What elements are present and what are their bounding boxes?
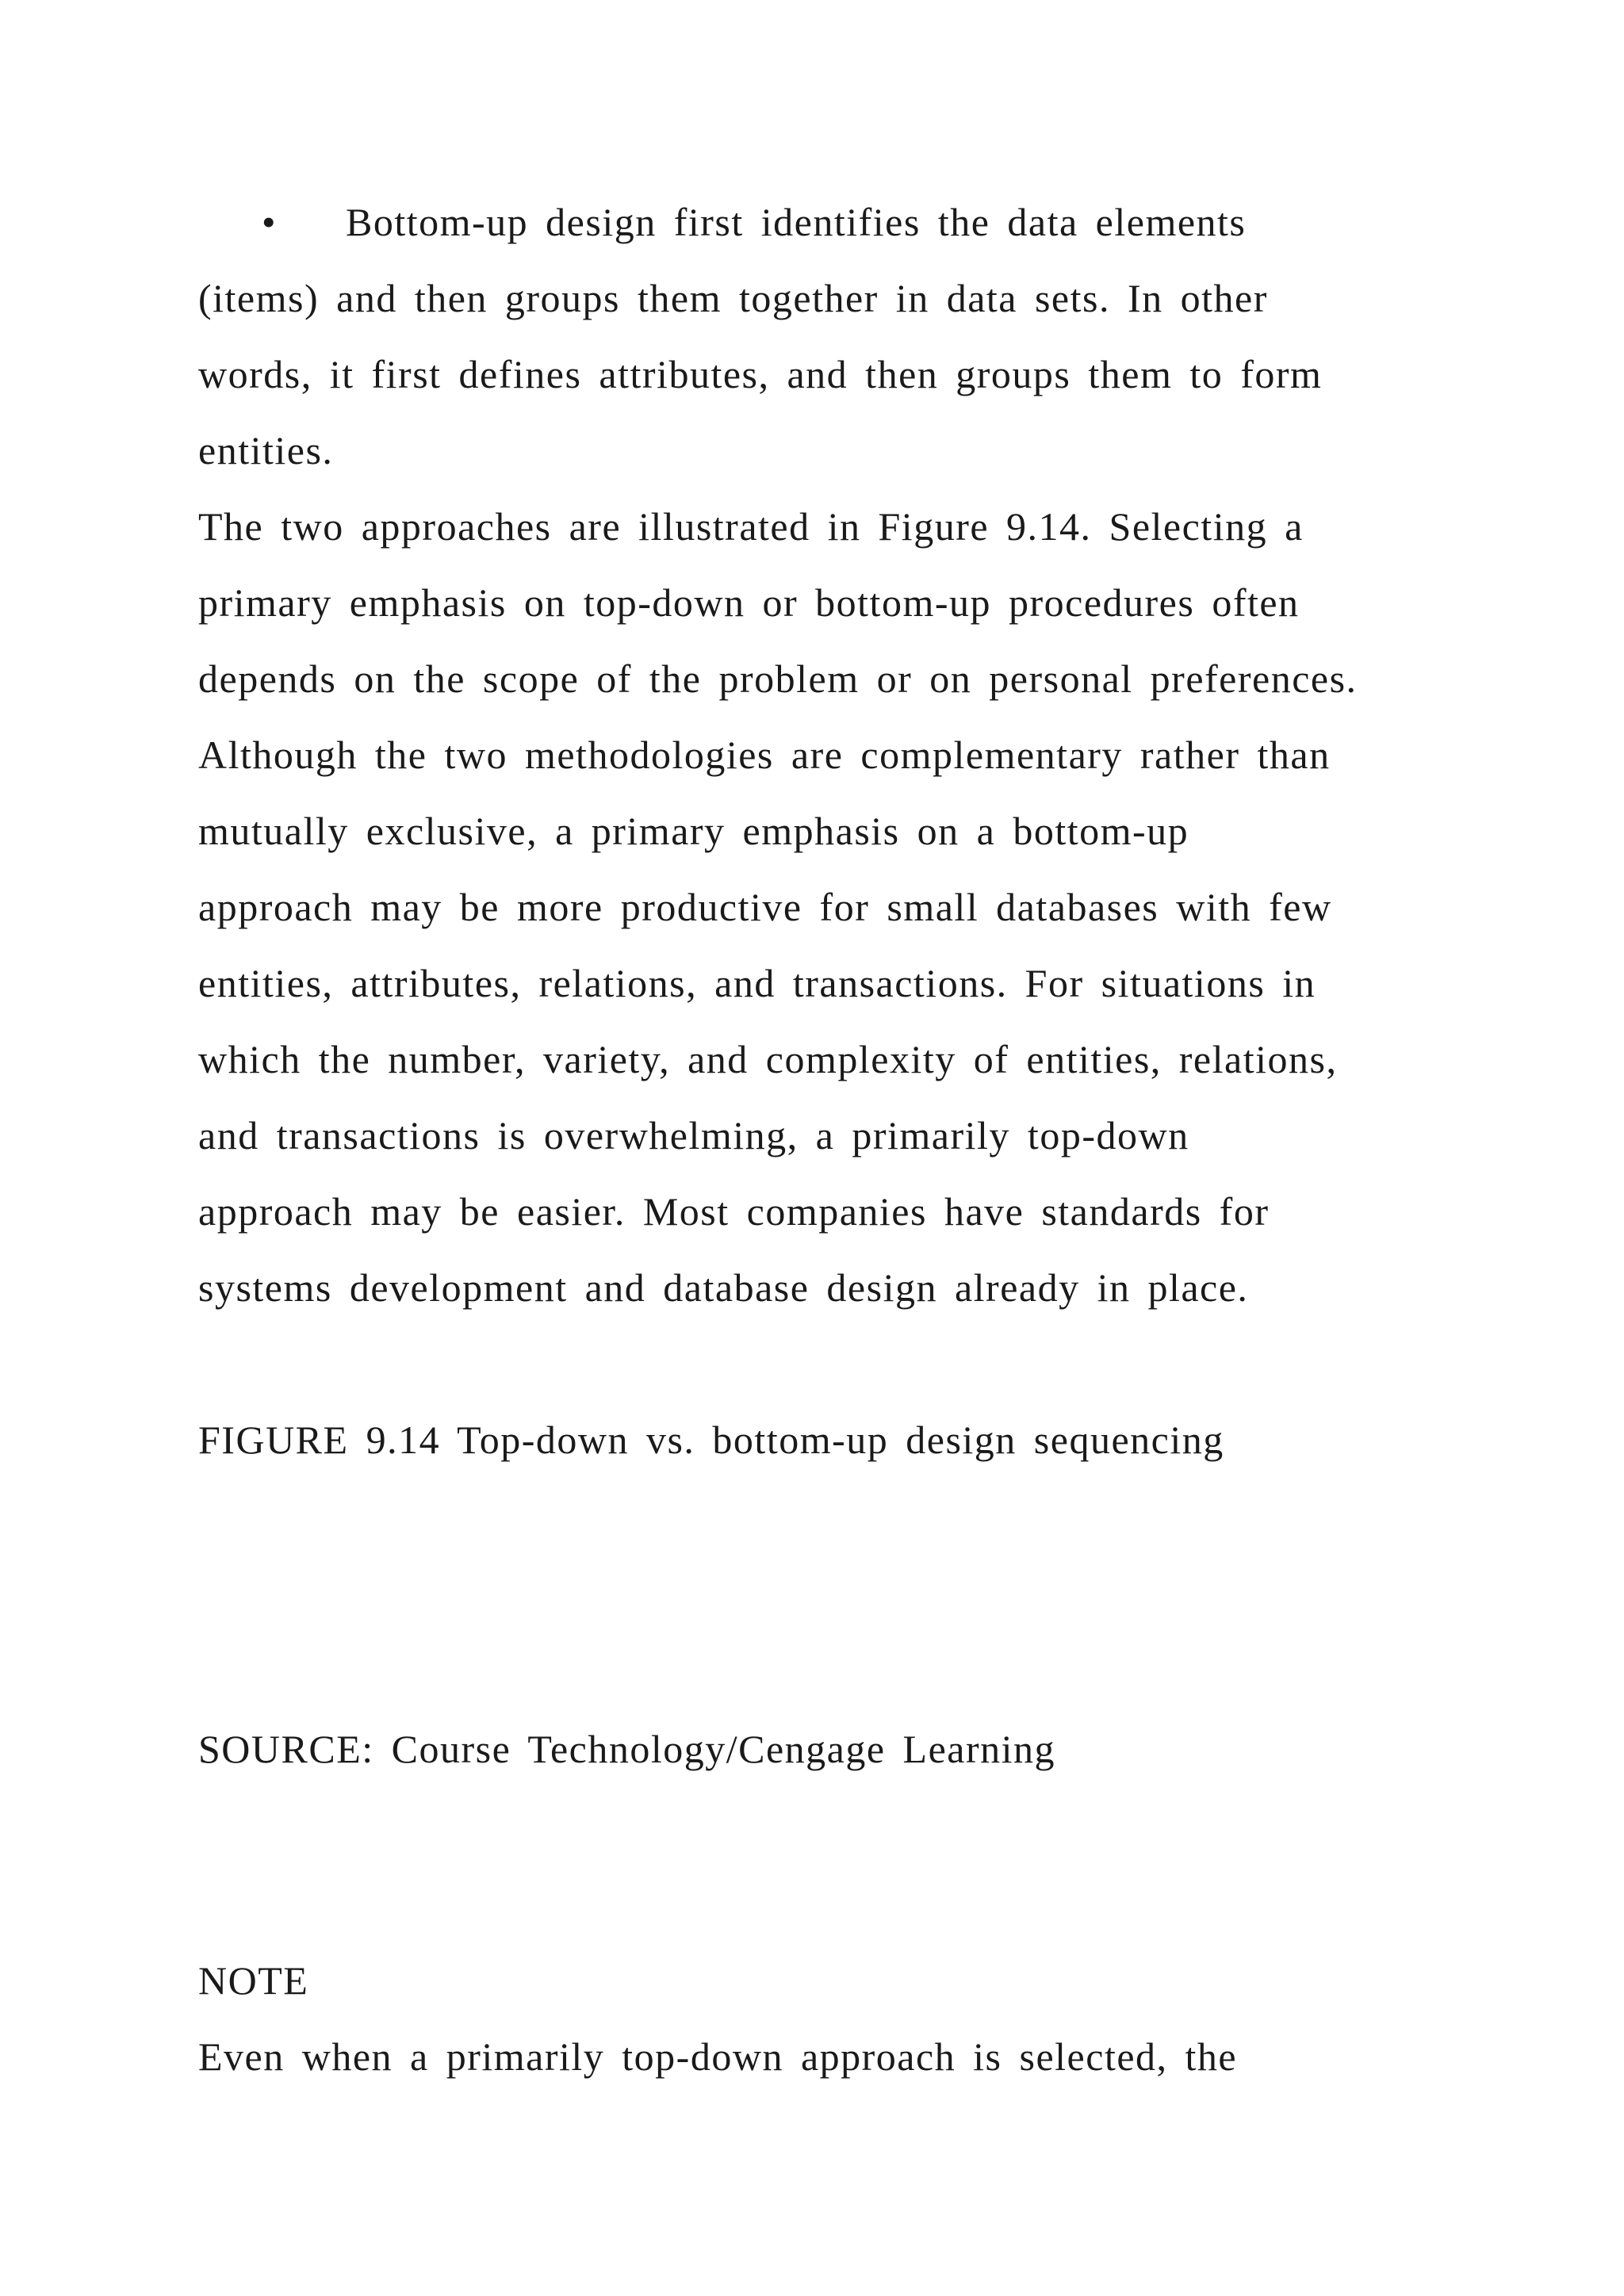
- bullet-line-1: Bottom-up design first identifies the data elements: [346, 200, 1247, 244]
- paragraph-line-1: The two approaches are illustrated in Figure 9.14. Selecting a: [198, 504, 1304, 549]
- note-heading: NOTE: [198, 1958, 309, 2003]
- figure-caption: FIGURE 9.14 Top-down vs. bottom-up design sequencing: [198, 1418, 1224, 1462]
- paragraph-line-7: entities, attributes, relations, and transactions. For situations in: [198, 961, 1316, 1005]
- paragraph-line-9: and transactions is overwhelming, a primarily top-down: [198, 1113, 1189, 1158]
- bullet-line-2: (items) and then groups them together in data sets. In other: [198, 276, 1268, 320]
- source-line: SOURCE: Course Technology/Cengage Learning: [198, 1727, 1056, 1771]
- paragraph-line-6: approach may be more productive for small databases with few: [198, 885, 1332, 929]
- bullet-marker: •: [262, 200, 276, 244]
- paragraph-line-2: primary emphasis on top-down or bottom-up procedures often: [198, 580, 1300, 625]
- paragraph-line-4: Although the two methodologies are complementary rather than: [198, 733, 1331, 777]
- bullet-line-4: entities.: [198, 428, 334, 473]
- note-text-line: Even when a primarily top-down approach is selected, the: [198, 2034, 1238, 2079]
- paragraph-line-11: systems development and database design already in place.: [198, 1265, 1249, 1310]
- paragraph-line-3: depends on the scope of the problem or on personal preferences.: [198, 656, 1358, 701]
- bullet-line-3: words, it first defines attributes, and then groups them to form: [198, 352, 1323, 396]
- paragraph-line-5: mutually exclusive, a primary emphasis on a bottom-up: [198, 809, 1189, 853]
- paragraph-line-10: approach may be easier. Most companies have standards for: [198, 1189, 1270, 1234]
- paragraph-line-8: which the number, variety, and complexity of entities, relations,: [198, 1037, 1338, 1081]
